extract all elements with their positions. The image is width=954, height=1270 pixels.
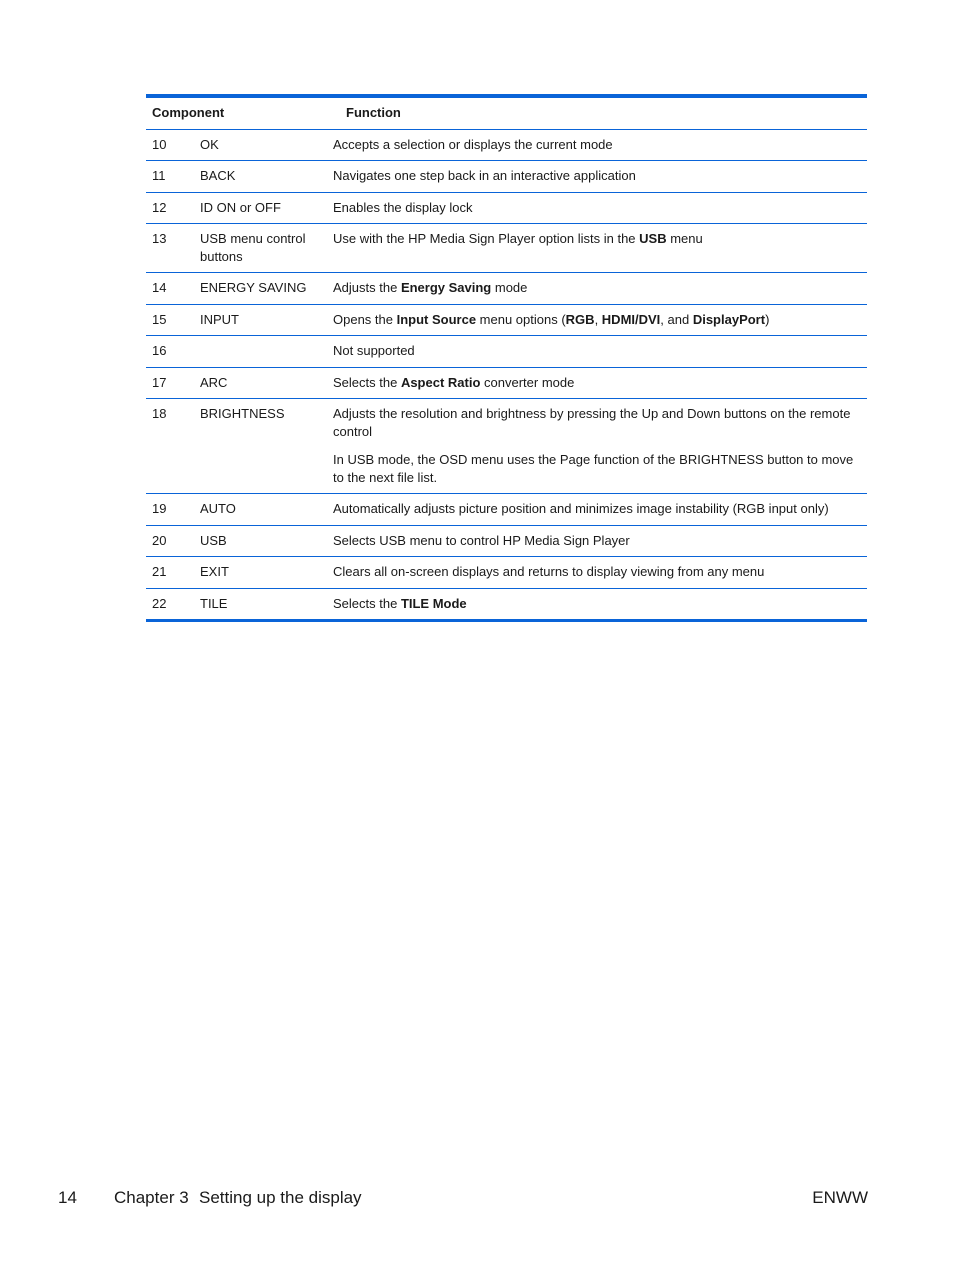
table-row: [146, 525, 867, 557]
component-name: BACK: [194, 161, 323, 193]
component-name: ID ON or OFF: [194, 192, 323, 224]
component-number: 18: [146, 399, 194, 494]
table-row: [146, 192, 867, 224]
function-text: Selects the: [333, 595, 401, 611]
function-emphasis: Aspect Ratio: [400, 374, 481, 390]
component-function: [323, 525, 867, 557]
component-number: 21: [146, 557, 194, 589]
chapter-title: Setting up the display: [199, 1188, 362, 1207]
table-row: [146, 304, 867, 336]
component-name: BRIGHTNESS: [194, 399, 323, 494]
component-name: INPUT: [194, 304, 323, 336]
table-row: [146, 399, 867, 494]
component-name: USB menu control buttons: [194, 224, 323, 273]
component-name: EXIT: [194, 557, 323, 589]
function-emphasis: HDMI/DVI: [601, 311, 661, 327]
function-paragraph: [333, 405, 855, 440]
function-paragraph: [333, 136, 855, 154]
function-text: Automatically adjusts picture position and minimizes image instability (RGB input only): [333, 501, 829, 516]
table-row: [146, 224, 867, 273]
component-function: [323, 336, 867, 368]
function-text: Navigates one step back in an interactive application: [333, 168, 636, 183]
component-function: [323, 161, 867, 193]
function-text: Not supported: [333, 343, 415, 358]
table-row: [146, 161, 867, 193]
component-number: 19: [146, 494, 194, 526]
table-row: [146, 588, 867, 619]
function-paragraph: [333, 500, 855, 518]
component-number: 12: [146, 192, 194, 224]
function-paragraph: [333, 451, 855, 486]
function-emphasis: RGB: [565, 311, 595, 327]
table-row: [146, 129, 867, 161]
function-text: menu options (: [476, 311, 566, 327]
component-function: [323, 192, 867, 224]
function-column-header: Function: [323, 98, 867, 129]
component-name: ARC: [194, 367, 323, 399]
function-paragraph: [333, 342, 855, 360]
component-function: [323, 494, 867, 526]
component-name: TILE: [200, 595, 228, 611]
table-row: [146, 367, 867, 399]
component-name: AUTO: [194, 494, 323, 526]
function-text: converter mode: [480, 374, 575, 390]
component-function: [323, 399, 867, 494]
component-name: USB: [194, 525, 323, 557]
function-paragraph: [333, 279, 855, 297]
function-emphasis: DisplayPort: [692, 311, 766, 327]
function-paragraph: [333, 595, 855, 613]
table-row: [146, 336, 867, 368]
component-function: [323, 224, 867, 273]
component-number: 15: [146, 304, 194, 336]
function-text: Adjusts the resolution and brightness by pressing the Up and Down buttons on the remote control: [333, 406, 851, 439]
component-number: 10: [146, 129, 194, 161]
function-text: Use with the HP Media Sign Player option lists in the: [333, 231, 640, 246]
component-number: 20: [146, 525, 194, 557]
component-function-table: [146, 98, 867, 619]
function-paragraph: [333, 532, 855, 550]
function-text: menu: [666, 231, 703, 246]
component-number: 11: [146, 161, 194, 193]
page-footer: [58, 1188, 868, 1212]
component-function: [323, 367, 867, 399]
component-function: [323, 273, 867, 305]
component-function: [323, 129, 867, 161]
function-text: Opens the: [333, 311, 397, 327]
function-paragraph: [333, 311, 855, 329]
function-paragraph: [333, 563, 855, 581]
component-number: 14: [146, 273, 194, 305]
function-paragraph: [333, 230, 855, 248]
table-header-row: [146, 98, 867, 129]
table-row: [146, 494, 867, 526]
function-text: , and: [660, 311, 693, 327]
function-text: ): [765, 311, 770, 327]
component-number: 13: [146, 224, 194, 273]
function-emphasis: Energy Saving: [400, 280, 492, 295]
function-text: Selects USB menu to control HP Media Sign Player: [333, 532, 630, 548]
component-number: 22: [152, 595, 167, 611]
component-function: [323, 304, 867, 336]
function-text: Enables the display lock: [333, 199, 473, 215]
function-text: ,: [594, 311, 602, 327]
page-number: 14: [58, 1188, 77, 1207]
component-column-header: Component: [146, 98, 323, 129]
table-row: [146, 557, 867, 589]
function-emphasis: TILE Mode: [400, 595, 467, 611]
language-code: ENWW: [812, 1188, 868, 1207]
table-row: [146, 273, 867, 305]
function-text: mode: [491, 280, 528, 295]
function-emphasis: USB: [639, 231, 667, 246]
component-number: 16: [146, 336, 194, 368]
function-paragraph: [333, 199, 855, 217]
component-number: 17: [146, 367, 194, 399]
function-emphasis: Input Source: [396, 311, 477, 327]
component-name: [194, 336, 323, 368]
function-text: Selects the: [333, 374, 401, 390]
component-name: OK: [194, 129, 323, 161]
chapter-label: Chapter 3: [114, 1188, 189, 1207]
function-text: Adjusts the: [333, 280, 401, 295]
function-paragraph: [333, 167, 855, 185]
function-text: Accepts a selection or displays the current mode: [333, 136, 613, 152]
function-text: In USB mode, the OSD menu uses the Page function of the BRIGHTNESS button to move to the next file list.: [333, 452, 854, 485]
component-function: [323, 557, 867, 589]
component-name: ENERGY SAVING: [194, 273, 323, 305]
table-body: [146, 129, 867, 619]
function-paragraph: [333, 374, 855, 392]
component-table: [146, 94, 867, 622]
function-text: Clears all on-screen displays and returns to display viewing from any menu: [333, 564, 765, 579]
component-function: [323, 588, 867, 619]
